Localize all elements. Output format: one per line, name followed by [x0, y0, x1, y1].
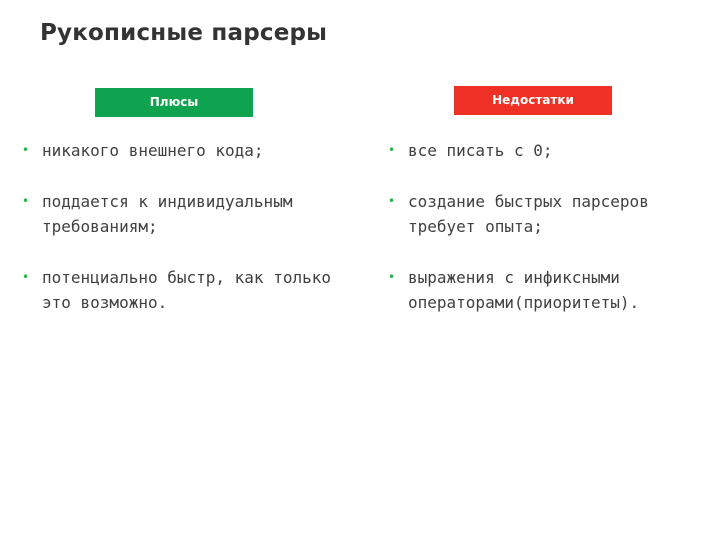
- bullet-icon: •: [22, 194, 30, 208]
- cons-item-text: все писать с 0;: [408, 141, 553, 160]
- cons-item-text: выражения с инфиксными операторами(приоритеты).: [408, 268, 640, 312]
- cons-item-text: создание быстрых парсеров требует опыта;: [408, 192, 649, 236]
- pros-item-text: никакого внешнего кода;: [42, 141, 264, 160]
- cons-item: [386, 189, 706, 239]
- bullet-icon: •: [22, 143, 30, 157]
- cons-list: [386, 138, 706, 341]
- pros-item: [20, 189, 360, 239]
- pros-item: [20, 138, 360, 163]
- bullet-icon: •: [22, 270, 30, 284]
- pros-header: Плюсы: [95, 88, 253, 117]
- pros-item: [20, 265, 360, 315]
- bullet-icon: •: [388, 143, 396, 157]
- cons-item: [386, 138, 706, 163]
- pros-item-text: потенциально быстр, как только это возможно.: [42, 268, 331, 312]
- cons-item: [386, 265, 706, 315]
- slide-title: Рукописные парсеры: [40, 20, 328, 46]
- cons-header: Недостатки: [454, 86, 612, 115]
- pros-list: [20, 138, 360, 341]
- bullet-icon: •: [388, 194, 396, 208]
- bullet-icon: •: [388, 270, 396, 284]
- pros-item-text: поддается к индивидуальным требованиям;: [42, 192, 293, 236]
